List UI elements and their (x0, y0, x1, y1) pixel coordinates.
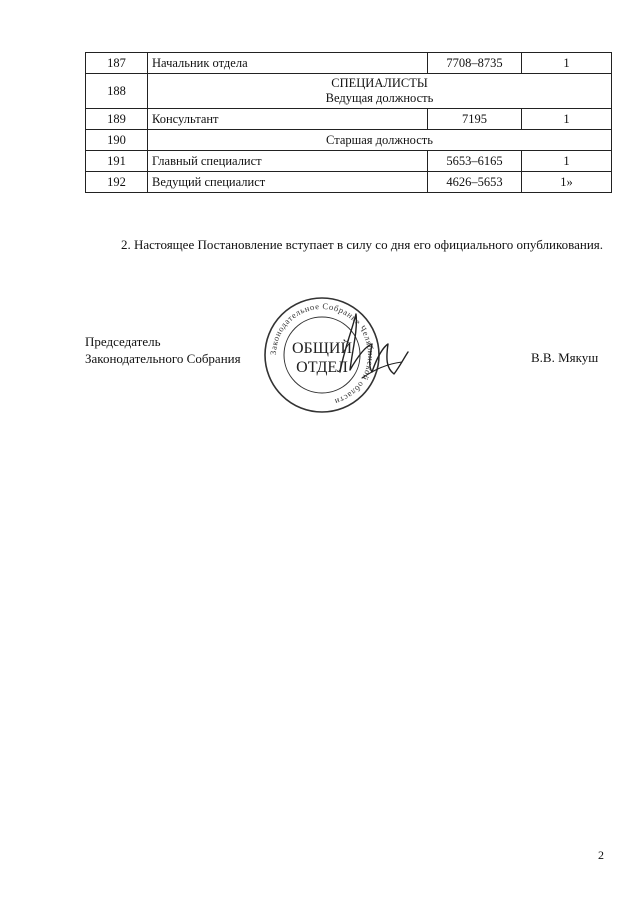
position-name: Ведущий специалист (148, 172, 428, 193)
signatory-title-line: Законодательного Собрания (85, 351, 241, 366)
section-heading (148, 74, 612, 109)
stamp-ring-text: Законодательное Собрание Челябинской области (267, 300, 377, 408)
row-number: 189 (86, 109, 148, 130)
handwritten-signature (322, 300, 417, 395)
salary-range: 5653–6165 (428, 151, 522, 172)
staff-table (85, 52, 612, 193)
salary-range: 7708–8735 (428, 53, 522, 74)
signatory-name: В.В. Мякуш (531, 350, 599, 365)
row-number: 192 (86, 172, 148, 193)
row-number: 188 (86, 74, 148, 109)
row-number: 187 (86, 53, 148, 74)
signatory-title (85, 333, 241, 367)
stamp-center-text: ОТДЕЛ (296, 359, 348, 376)
row-number: 191 (86, 151, 148, 172)
table-row (86, 172, 612, 193)
effective-date-paragraph: 2. Настоящее Постановление вступает в силу со дня его официального опубликования. (121, 237, 604, 252)
row-number: 190 (86, 130, 148, 151)
table-row (86, 109, 612, 130)
table-row (86, 151, 612, 172)
position-name: Консультант (148, 109, 428, 130)
section-subtitle: Старшая должность (148, 130, 612, 151)
position-name: Начальник отдела (148, 53, 428, 74)
salary-range: 4626–5653 (428, 172, 522, 193)
table-row (86, 74, 612, 109)
page-number: 2 (598, 848, 604, 862)
table-row (86, 130, 612, 151)
position-name: Главный специалист (148, 151, 428, 172)
section-title: СПЕЦИАЛИСТЫ (331, 76, 428, 90)
salary-range: 7195 (428, 109, 522, 130)
position-count: 1 (522, 109, 612, 130)
signatory-title-line: Председатель (85, 334, 161, 349)
position-count: 1 (522, 151, 612, 172)
position-count: 1 (522, 53, 612, 74)
section-subtitle: Ведущая должность (325, 91, 434, 105)
table-row (86, 53, 612, 74)
position-count: 1» (522, 172, 612, 193)
stamp-center-text: ОБЩИЙ (292, 340, 352, 357)
